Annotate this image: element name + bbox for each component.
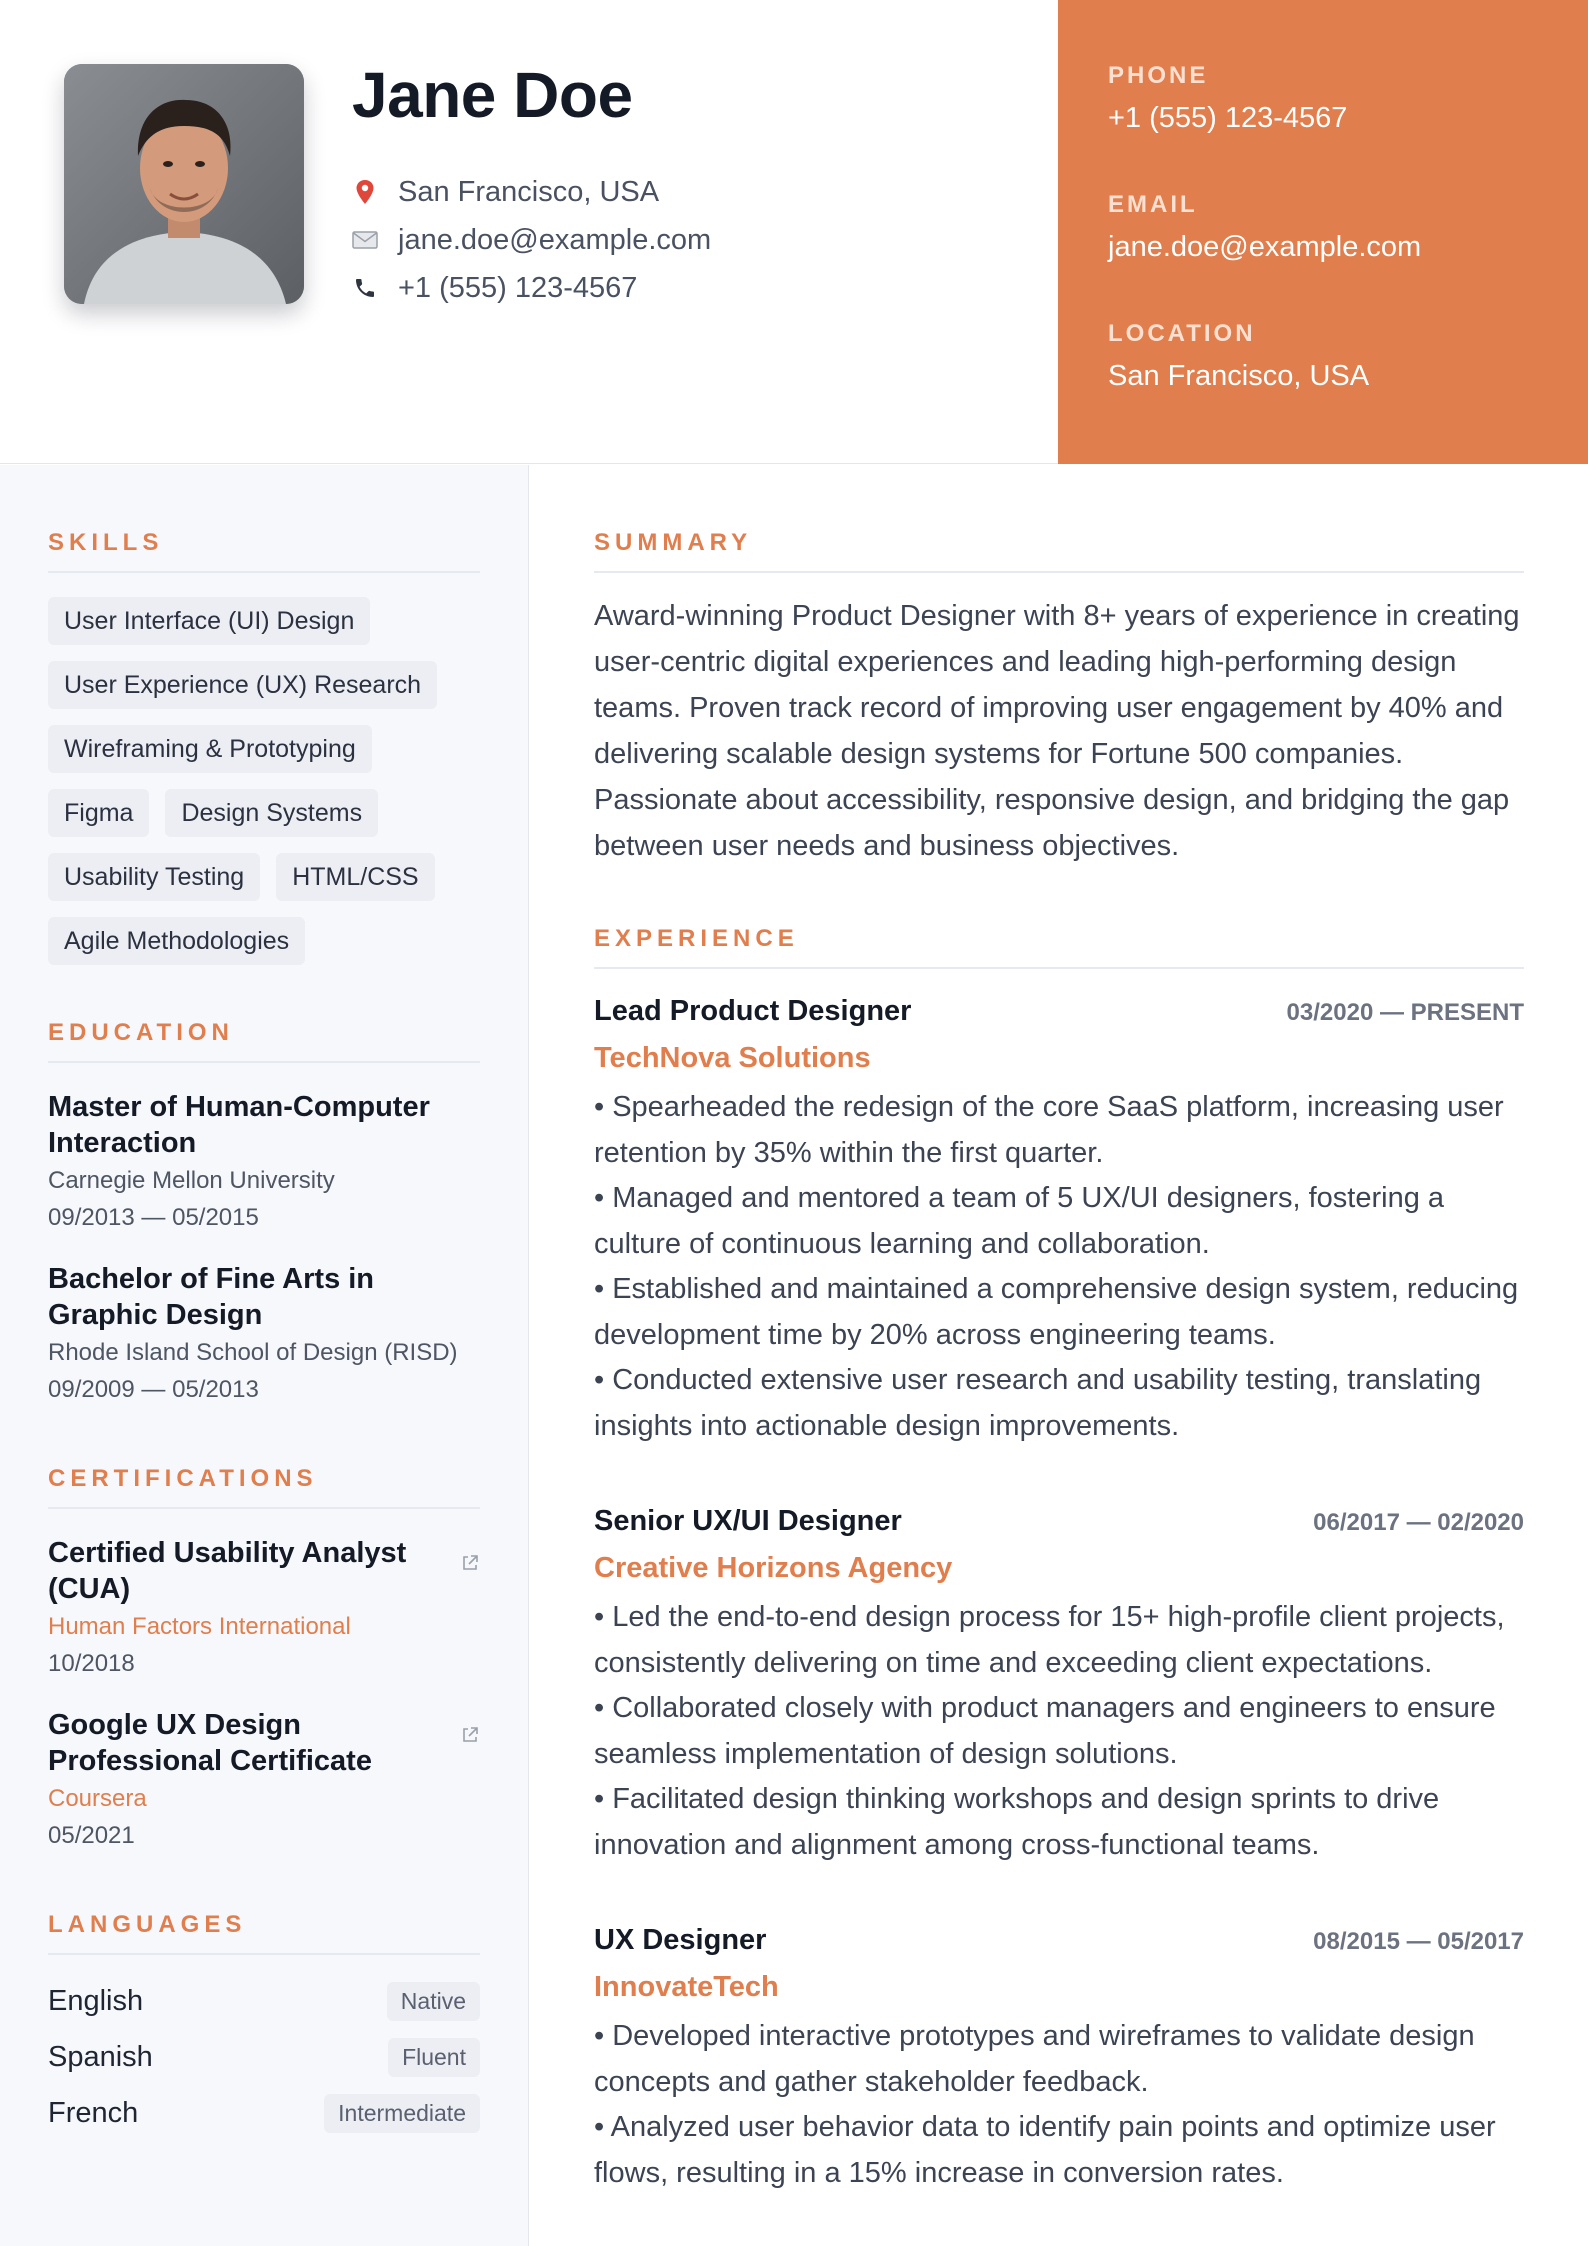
job-bullets: [594, 1595, 1524, 1868]
contact-location: [352, 168, 711, 216]
sidebar: [0, 465, 529, 2246]
languages-heading: LANGUAGES: [48, 1911, 480, 1955]
job-bullet: • Developed interactive prototypes and wireframes to validate design concepts and gather stakeholder feedback.: [594, 2020, 1475, 2098]
languages-list: [48, 1973, 480, 2141]
skill-tag: Wireframing & Prototyping: [48, 725, 372, 773]
certification-date: 05/2021: [48, 1822, 135, 1849]
certification-item: [48, 1707, 480, 1853]
job-dates: 08/2015 — 05/2017: [1313, 1928, 1524, 1955]
certification-issuer: Human Factors International: [48, 1613, 351, 1640]
phone-label: PHONE: [1108, 62, 1209, 89]
certifications-section: [48, 1465, 480, 1853]
resume-header: [0, 0, 1588, 464]
education-section: [48, 1019, 480, 1407]
contact-info-panel: [1058, 0, 1588, 464]
job-company: InnovateTech: [594, 1971, 779, 2003]
summary-section: [594, 529, 1524, 869]
job-bullet: • Conducted extensive user research and usability testing, translating insights into actionable design improvements.: [594, 1364, 1482, 1442]
education-item: [48, 1089, 480, 1235]
contact-phone[interactable]: [352, 264, 711, 312]
profile-photo-illustration: [64, 64, 304, 304]
email-value[interactable]: jane.doe@example.com: [1108, 231, 1422, 263]
education-degree: Master of Human-Computer Interaction: [48, 1091, 430, 1159]
skill-tag: Design Systems: [165, 789, 378, 837]
contact-email[interactable]: [352, 216, 711, 264]
skills-tags: [48, 597, 480, 965]
certification-name: Google UX Design Professional Certificate: [48, 1709, 372, 1777]
education-dates: 09/2013 — 05/2015: [48, 1204, 259, 1231]
language-name: Spanish: [48, 2040, 153, 2073]
skills-heading: SKILLS: [48, 529, 480, 573]
job-bullet: • Facilitated design thinking workshops and design sprints to drive innovation and alignment among cross-functional teams.: [594, 1783, 1440, 1861]
job-company: Creative Horizons Agency: [594, 1552, 953, 1584]
languages-section: [48, 1911, 480, 2141]
job-bullet: • Led the end-to-end design process for 15+ high-profile client projects, consistently delivering on time and exceeding client expectations.: [594, 1601, 1505, 1679]
certification-date: 10/2018: [48, 1650, 135, 1677]
skills-section: [48, 529, 480, 965]
skill-tag: User Interface (UI) Design: [48, 597, 370, 645]
job-bullets: [594, 1085, 1524, 1449]
job-header: [594, 1924, 1524, 1957]
summary-heading: SUMMARY: [594, 529, 1524, 573]
language-row: [48, 2085, 480, 2141]
experience-item: [594, 1924, 1524, 2196]
external-link-icon[interactable]: [460, 1725, 480, 1745]
contact-email-text: jane.doe@example.com: [398, 223, 712, 256]
skill-tag: User Experience (UX) Research: [48, 661, 437, 709]
certification-name: Certified Usability Analyst (CUA): [48, 1537, 407, 1605]
job-bullet: • Analyzed user behavior data to identify pain points and optimize user flows, resulting in a 15% increase in conversion rates.: [594, 2111, 1496, 2189]
education-dates: 09/2009 — 05/2013: [48, 1376, 259, 1403]
summary-text: Award-winning Product Designer with 8+ years of experience in creating user-centric digital experiences and leading high-performing design teams. Proven track record of improving user engagement by 40% and delivering scalable design systems for Fortune 500 companies. Passionate about accessibility, responsive design, and bridging the gap between user needs and business objectives.: [594, 600, 1520, 862]
job-bullet: • Managed and mentored a team of 5 UX/UI designers, fostering a culture of continuous learning and collaboration.: [594, 1182, 1445, 1260]
job-bullet: • Established and maintained a comprehensive design system, reducing development time by 20% across engineering teams.: [594, 1273, 1519, 1351]
language-row: [48, 1973, 480, 2029]
certification-item: [48, 1535, 480, 1681]
map-pin-icon: [352, 179, 378, 205]
language-level-badge: Fluent: [388, 2038, 480, 2077]
education-school: Rhode Island School of Design (RISD): [48, 1339, 458, 1366]
education-degree: Bachelor of Fine Arts in Graphic Design: [48, 1263, 375, 1331]
skill-tag: HTML/CSS: [276, 853, 434, 901]
contact-phone-text: +1 (555) 123-4567: [398, 271, 638, 304]
job-dates: 06/2017 — 02/2020: [1313, 1509, 1524, 1536]
skill-tag: Agile Methodologies: [48, 917, 305, 965]
language-name: French: [48, 2096, 139, 2129]
header-contact-list: [352, 168, 711, 312]
profile-photo: [64, 64, 304, 304]
skill-tag: Usability Testing: [48, 853, 260, 901]
certifications-heading: CERTIFICATIONS: [48, 1465, 480, 1509]
phone-value[interactable]: +1 (555) 123-4567: [1108, 102, 1348, 134]
language-row: [48, 2029, 480, 2085]
candidate-name: Jane Doe: [352, 59, 633, 131]
phone-icon: [352, 275, 378, 301]
email-label: EMAIL: [1108, 191, 1198, 218]
skill-tag: Figma: [48, 789, 149, 837]
experience-section: [594, 925, 1524, 2196]
education-school: Carnegie Mellon University: [48, 1167, 335, 1194]
job-company: TechNova Solutions: [594, 1042, 871, 1074]
experience-heading: EXPERIENCE: [594, 925, 1524, 969]
education-item: [48, 1261, 480, 1407]
job-title: Senior UX/UI Designer: [594, 1505, 902, 1537]
experience-item: [594, 1505, 1524, 1868]
job-title: Lead Product Designer: [594, 995, 912, 1027]
contact-location-text: San Francisco, USA: [398, 175, 660, 208]
experience-item: [594, 995, 1524, 1449]
job-dates: 03/2020 — PRESENT: [1286, 999, 1524, 1026]
job-bullet: • Collaborated closely with product managers and engineers to ensure seamless implementation of design solutions.: [594, 1692, 1496, 1770]
location-label: LOCATION: [1108, 320, 1256, 347]
language-name: English: [48, 1984, 144, 2017]
location-value: San Francisco, USA: [1108, 360, 1370, 392]
language-level-badge: Native: [387, 1982, 480, 2021]
job-bullets: [594, 2014, 1524, 2196]
job-header: [594, 995, 1524, 1028]
job-header: [594, 1505, 1524, 1538]
job-title: UX Designer: [594, 1924, 767, 1956]
language-level-badge: Intermediate: [324, 2094, 480, 2133]
external-link-icon[interactable]: [460, 1553, 480, 1573]
job-bullet: • Spearheaded the redesign of the core SaaS platform, increasing user retention by 35% within the first quarter.: [594, 1091, 1504, 1169]
education-heading: EDUCATION: [48, 1019, 480, 1063]
envelope-icon: [352, 227, 378, 253]
certification-issuer: Coursera: [48, 1785, 147, 1812]
